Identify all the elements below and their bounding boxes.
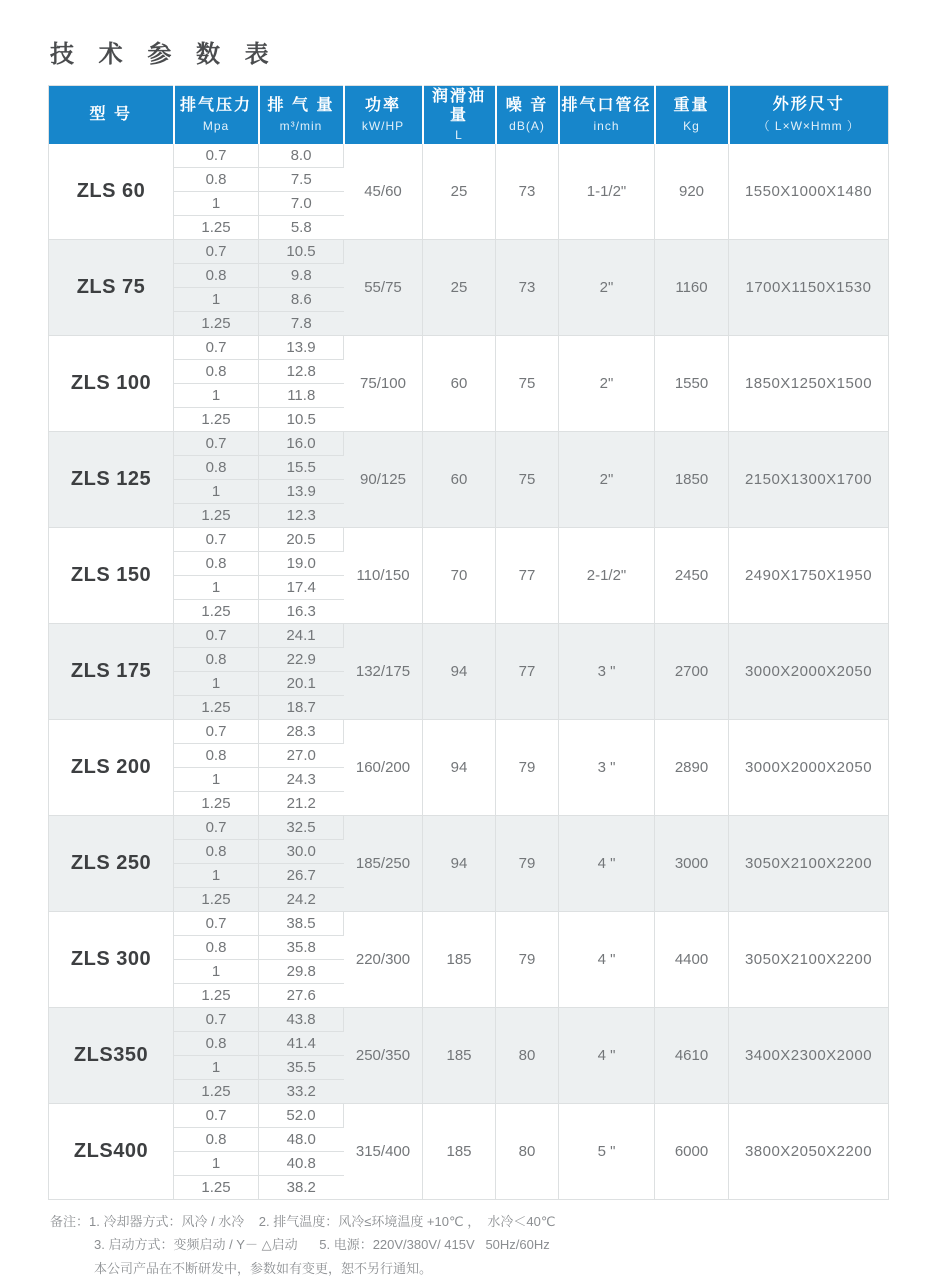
column-unit: m³/min [279, 118, 323, 133]
cell-dims: 2490X1750X1950 [729, 528, 889, 624]
cell-volume: 7.0 [259, 192, 344, 216]
cell-weight: 3000 [655, 816, 729, 912]
cell-volume: 32.5 [259, 816, 344, 840]
cell-volume: 7.5 [259, 168, 344, 192]
cell-pressure: 1.25 [174, 504, 259, 528]
column-header-7 [655, 86, 729, 145]
column-unit: L [455, 127, 463, 142]
cell-volume: 43.8 [259, 1008, 344, 1032]
cell-dims: 3000X2000X2050 [729, 624, 889, 720]
cell-pressure: 0.7 [174, 432, 259, 456]
cell-weight: 2450 [655, 528, 729, 624]
cell-pressure: 0.7 [174, 336, 259, 360]
column-label: 功率 [364, 97, 401, 115]
cell-volume: 33.2 [259, 1080, 344, 1104]
cell-volume: 13.9 [259, 480, 344, 504]
column-label: 润滑油量 [431, 88, 486, 124]
cell-volume: 20.1 [259, 672, 344, 696]
cell-oil: 185 [423, 1008, 496, 1104]
table-row [49, 432, 889, 456]
cell-pipe: 2" [559, 432, 655, 528]
cell-noise: 79 [496, 720, 559, 816]
table-body [49, 144, 889, 1200]
cell-oil: 185 [423, 1104, 496, 1200]
cell-pressure: 1 [174, 864, 259, 888]
header-row [49, 86, 889, 145]
cell-volume: 7.8 [259, 312, 344, 336]
cell-dims: 3050X2100X2200 [729, 912, 889, 1008]
cell-pressure: 1 [174, 288, 259, 312]
cell-weight: 4610 [655, 1008, 729, 1104]
cell-model: ZLS350 [49, 1008, 174, 1104]
column-label: 重量 [673, 97, 710, 115]
cell-pressure: 0.8 [174, 840, 259, 864]
cell-pressure: 0.8 [174, 936, 259, 960]
notes [50, 1210, 888, 1280]
column-header-2 [259, 86, 344, 145]
cell-power: 185/250 [344, 816, 423, 912]
cell-power: 110/150 [344, 528, 423, 624]
cell-weight: 1550 [655, 336, 729, 432]
cell-pressure: 1.25 [174, 1176, 259, 1200]
cell-volume: 24.3 [259, 768, 344, 792]
cell-pressure: 0.7 [174, 912, 259, 936]
cell-volume: 26.7 [259, 864, 344, 888]
cell-pressure: 1 [174, 192, 259, 216]
column-header-0 [49, 86, 174, 145]
table-row [49, 144, 889, 168]
column-header-6 [559, 86, 655, 145]
cell-volume: 35.8 [259, 936, 344, 960]
cell-volume: 12.8 [259, 360, 344, 384]
cell-weight: 920 [655, 144, 729, 240]
cell-pressure: 0.7 [174, 1008, 259, 1032]
cell-pressure: 1.25 [174, 216, 259, 240]
cell-oil: 60 [423, 336, 496, 432]
column-header-8 [729, 86, 889, 145]
cell-pipe: 4 " [559, 912, 655, 1008]
cell-pressure: 0.7 [174, 1104, 259, 1128]
cell-volume: 24.1 [259, 624, 344, 648]
cell-pipe: 2" [559, 336, 655, 432]
cell-oil: 25 [423, 144, 496, 240]
page-title: 技 术 参 数 表 [50, 41, 278, 68]
cell-pressure: 0.7 [174, 624, 259, 648]
column-header-1 [174, 86, 259, 145]
cell-volume: 29.8 [259, 960, 344, 984]
cell-dims: 1850X1250X1500 [729, 336, 889, 432]
cell-pressure: 1 [174, 1152, 259, 1176]
cell-power: 315/400 [344, 1104, 423, 1200]
cell-noise: 80 [496, 1008, 559, 1104]
cell-weight: 2700 [655, 624, 729, 720]
cell-noise: 75 [496, 336, 559, 432]
cell-pressure: 0.7 [174, 528, 259, 552]
column-label: 排气口管径 [561, 97, 652, 115]
cell-weight: 4400 [655, 912, 729, 1008]
cell-pressure: 1.25 [174, 1080, 259, 1104]
column-header-5 [496, 86, 559, 145]
table-row [49, 912, 889, 936]
cell-pressure: 1.25 [174, 600, 259, 624]
cell-volume: 9.8 [259, 264, 344, 288]
cell-power: 220/300 [344, 912, 423, 1008]
table-row [49, 1104, 889, 1128]
cell-model: ZLS 125 [49, 432, 174, 528]
cell-oil: 94 [423, 624, 496, 720]
table-row [49, 240, 889, 264]
cell-volume: 8.0 [259, 144, 344, 168]
cell-pipe: 1-1/2" [559, 144, 655, 240]
cell-weight: 1850 [655, 432, 729, 528]
cell-pipe: 2-1/2" [559, 528, 655, 624]
column-label: 噪 音 [505, 97, 549, 115]
cell-pipe: 3 " [559, 720, 655, 816]
cell-volume: 16.0 [259, 432, 344, 456]
cell-oil: 60 [423, 432, 496, 528]
table-row [49, 624, 889, 648]
note-line-2: 3. 启动方式：变频启动 / Y－ △启动 5. 电源：220V/380V/ 415V 50Hz/60Hz [94, 1237, 550, 1253]
cell-volume: 19.0 [259, 552, 344, 576]
column-header-3 [344, 86, 423, 145]
cell-pressure: 0.8 [174, 360, 259, 384]
note-line-3: 本公司产品在不断研发中，参数如有变更，恕不另行通知。 [94, 1260, 433, 1276]
cell-pressure: 1.25 [174, 408, 259, 432]
cell-power: 75/100 [344, 336, 423, 432]
cell-pressure: 0.7 [174, 240, 259, 264]
cell-pipe: 4 " [559, 1008, 655, 1104]
table-header [49, 86, 889, 145]
cell-volume: 8.6 [259, 288, 344, 312]
table-row [49, 528, 889, 552]
column-header-4 [423, 86, 496, 145]
column-label: 型 号 [89, 105, 132, 123]
cell-power: 55/75 [344, 240, 423, 336]
cell-volume: 38.5 [259, 912, 344, 936]
cell-volume: 20.5 [259, 528, 344, 552]
cell-noise: 73 [496, 144, 559, 240]
cell-noise: 75 [496, 432, 559, 528]
cell-pressure: 0.8 [174, 744, 259, 768]
cell-pipe: 2" [559, 240, 655, 336]
cell-dims: 1550X1000X1480 [729, 144, 889, 240]
cell-power: 160/200 [344, 720, 423, 816]
cell-oil: 94 [423, 720, 496, 816]
column-unit: Kg [683, 118, 700, 133]
cell-pipe: 5 " [559, 1104, 655, 1200]
cell-volume: 52.0 [259, 1104, 344, 1128]
cell-pressure: 1 [174, 960, 259, 984]
cell-volume: 30.0 [259, 840, 344, 864]
cell-pressure: 0.7 [174, 720, 259, 744]
cell-pressure: 1 [174, 480, 259, 504]
cell-dims: 3400X2300X2000 [729, 1008, 889, 1104]
cell-pressure: 0.7 [174, 816, 259, 840]
note-line-1: 备注：1. 冷却器方式：风冷 / 水冷 2. 排气温度：风冷≤环境温度 +10℃ ， 水冷＜40℃ [50, 1214, 556, 1229]
column-unit: （ L×W×Hmm ） [757, 119, 860, 134]
table-row [49, 816, 889, 840]
cell-volume: 13.9 [259, 336, 344, 360]
cell-model: ZLS 300 [49, 912, 174, 1008]
cell-volume: 17.4 [259, 576, 344, 600]
cell-pressure: 1.25 [174, 792, 259, 816]
cell-volume: 24.2 [259, 888, 344, 912]
cell-volume: 15.5 [259, 456, 344, 480]
cell-volume: 22.9 [259, 648, 344, 672]
cell-volume: 12.3 [259, 504, 344, 528]
cell-pressure: 1.25 [174, 312, 259, 336]
table-row [49, 720, 889, 744]
cell-pressure: 1 [174, 672, 259, 696]
cell-pressure: 0.8 [174, 648, 259, 672]
cell-volume: 16.3 [259, 600, 344, 624]
cell-weight: 2890 [655, 720, 729, 816]
table-row [49, 1008, 889, 1032]
column-label: 排气压力 [179, 97, 252, 115]
column-unit: dB(A) [509, 118, 545, 133]
cell-model: ZLS400 [49, 1104, 174, 1200]
cell-pressure: 0.8 [174, 456, 259, 480]
cell-pressure: 0.8 [174, 1032, 259, 1056]
cell-pressure: 1.25 [174, 696, 259, 720]
cell-noise: 77 [496, 624, 559, 720]
cell-volume: 18.7 [259, 696, 344, 720]
cell-volume: 21.2 [259, 792, 344, 816]
cell-pressure: 0.8 [174, 552, 259, 576]
cell-volume: 11.8 [259, 384, 344, 408]
cell-volume: 10.5 [259, 240, 344, 264]
column-unit: Mpa [202, 118, 230, 133]
cell-model: ZLS 60 [49, 144, 174, 240]
cell-pressure: 1.25 [174, 888, 259, 912]
cell-volume: 35.5 [259, 1056, 344, 1080]
cell-weight: 1160 [655, 240, 729, 336]
column-unit: kW/HP [361, 118, 405, 133]
cell-pressure: 0.8 [174, 168, 259, 192]
cell-noise: 77 [496, 528, 559, 624]
cell-pressure: 0.8 [174, 1128, 259, 1152]
column-unit: inch [593, 118, 620, 133]
cell-oil: 185 [423, 912, 496, 1008]
column-label: 排 气 量 [267, 97, 335, 115]
cell-power: 250/350 [344, 1008, 423, 1104]
cell-power: 45/60 [344, 144, 423, 240]
cell-pressure: 1 [174, 768, 259, 792]
cell-volume: 27.0 [259, 744, 344, 768]
cell-model: ZLS 200 [49, 720, 174, 816]
cell-volume: 48.0 [259, 1128, 344, 1152]
column-label: 外形尺寸 [772, 95, 845, 113]
cell-pressure: 1 [174, 1056, 259, 1080]
cell-pressure: 1.25 [174, 984, 259, 1008]
cell-model: ZLS 100 [49, 336, 174, 432]
cell-volume: 27.6 [259, 984, 344, 1008]
cell-pipe: 3 " [559, 624, 655, 720]
cell-dims: 3050X2100X2200 [729, 816, 889, 912]
cell-pressure: 0.7 [174, 144, 259, 168]
cell-oil: 70 [423, 528, 496, 624]
cell-pipe: 4 " [559, 816, 655, 912]
cell-dims: 2150X1300X1700 [729, 432, 889, 528]
cell-noise: 73 [496, 240, 559, 336]
cell-model: ZLS 75 [49, 240, 174, 336]
cell-volume: 28.3 [259, 720, 344, 744]
cell-volume: 41.4 [259, 1032, 344, 1056]
cell-power: 132/175 [344, 624, 423, 720]
table-row [49, 336, 889, 360]
technical-parameters-table [48, 85, 889, 1200]
cell-model: ZLS 175 [49, 624, 174, 720]
cell-model: ZLS 250 [49, 816, 174, 912]
cell-weight: 6000 [655, 1104, 729, 1200]
cell-pressure: 0.8 [174, 264, 259, 288]
cell-oil: 94 [423, 816, 496, 912]
cell-volume: 5.8 [259, 216, 344, 240]
cell-model: ZLS 150 [49, 528, 174, 624]
cell-volume: 10.5 [259, 408, 344, 432]
cell-volume: 38.2 [259, 1176, 344, 1200]
cell-noise: 79 [496, 912, 559, 1008]
cell-noise: 79 [496, 816, 559, 912]
cell-power: 90/125 [344, 432, 423, 528]
cell-volume: 40.8 [259, 1152, 344, 1176]
cell-dims: 3000X2000X2050 [729, 720, 889, 816]
cell-pressure: 1 [174, 384, 259, 408]
cell-pressure: 1 [174, 576, 259, 600]
cell-noise: 80 [496, 1104, 559, 1200]
cell-dims: 3800X2050X2200 [729, 1104, 889, 1200]
cell-dims: 1700X1150X1530 [729, 240, 889, 336]
cell-oil: 25 [423, 240, 496, 336]
